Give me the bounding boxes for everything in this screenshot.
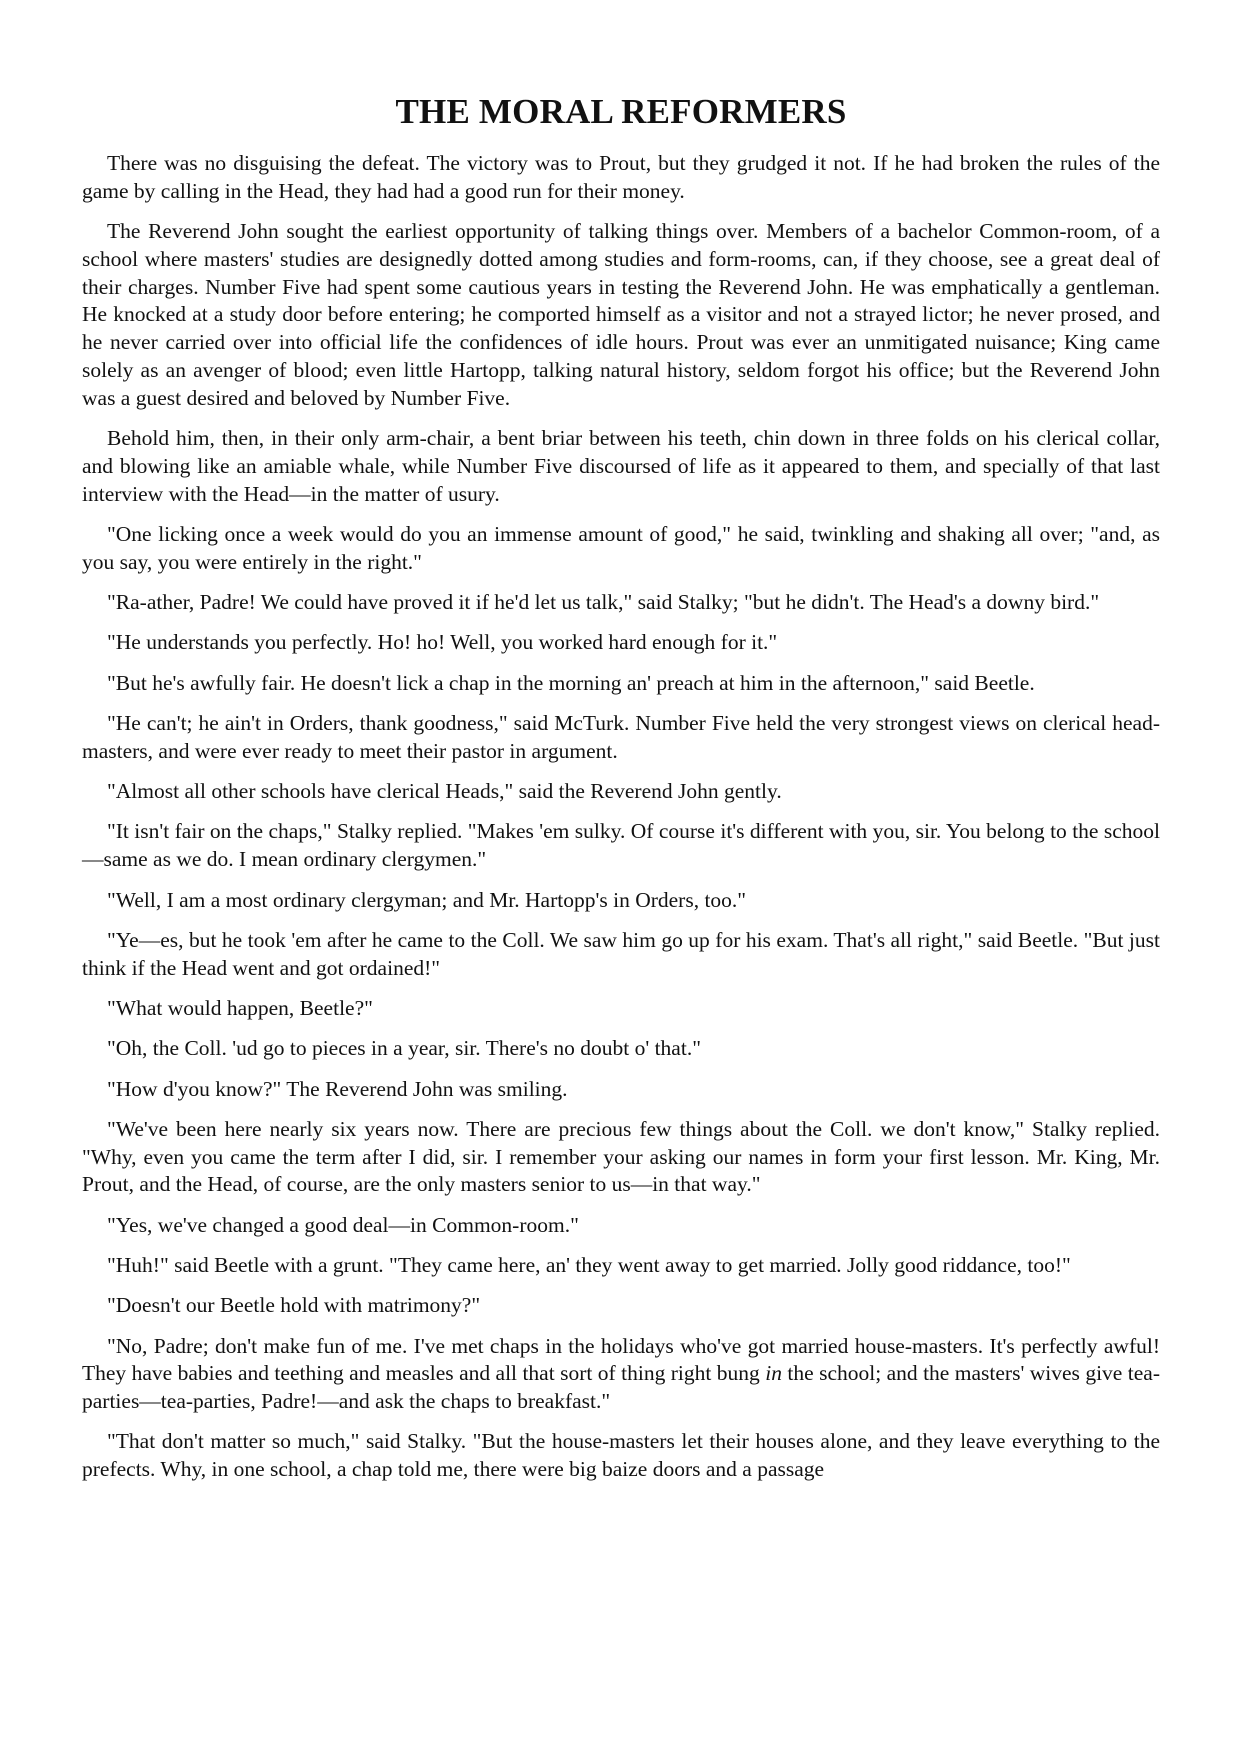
paragraph-12: "Ye—es, but he took 'em after he came to the Coll. We saw him go up for his exam. That's all right," said Beetle. "But just think if the Head went and got ordained!" (82, 927, 1160, 980)
paragraph-14: "Oh, the Coll. 'ud go to pieces in a year, sir. There's no doubt o' that." (107, 1036, 701, 1061)
paragraph-11: "Well, I am a most ordinary clergyman; and Mr. Hartopp's in Orders, too." (107, 887, 747, 912)
paragraph-8: "He can't; he ain't in Orders, thank goodness," said McTurk. Number Five held the very strongest views on clerical head-masters, and were ever ready to meet their pastor in argument. (82, 711, 1160, 763)
paragraph-1: There was no disguising the defeat. The victory was to Prout, but they grudged it not. If he had broken the rules of the game by calling in the Head, they had had a good run for their money. (82, 151, 1160, 203)
paragraph-20 (82, 1333, 1160, 1416)
paragraph-19: "Doesn't our Beetle hold with matrimony?" (107, 1293, 481, 1318)
paragraph-9: "Almost all other schools have clerical Heads," said the Reverend John gently. (107, 779, 782, 804)
paragraph-20-emphasis: in (765, 1361, 782, 1386)
paragraph-13: "What would happen, Beetle?" (107, 995, 373, 1020)
paragraph-5: "Ra-ather, Padre! We could have proved it if he'd let us talk," said Stalky; "but he didn't. The Head's a downy bird." (107, 590, 1100, 615)
paragraph-17: "Yes, we've changed a good deal—in Common-room." (107, 1212, 579, 1237)
paragraph-15: "How d'you know?" The Reverend John was smiling. (107, 1076, 568, 1101)
chapter-title: THE MORAL REFORMERS (395, 92, 847, 131)
paragraph-4: "One licking once a week would do you an immense amount of good," he said, twinkling and shaking all over; "and, as you say, you were entirely in the right." (82, 522, 1160, 574)
paragraph-3: Behold him, then, in their only arm-chair, a bent briar between his teeth, chin down in three folds on his clerical collar, and blowing like an amiable whale, while Number Five discoursed of life as it appeared to them, and specially of that last interview with the Head—in the matter of usury. (82, 426, 1160, 506)
paragraph-21: "That don't matter so much," said Stalky. "But the house-masters let their houses alone, and they leave everything to the prefects. Why, in one school, a chap told me, there were big baize doors and a passage (82, 1429, 1160, 1482)
paragraph-7: "But he's awfully fair. He doesn't lick a chap in the morning an' preach at him in the afternoon," said Beetle. (107, 670, 1035, 695)
book-page (82, 88, 1160, 1497)
paragraph-18: "Huh!" said Beetle with a grunt. "They came here, an' they went away to get married. Jolly good riddance, too!" (107, 1253, 1071, 1277)
paragraph-6: "He understands you perfectly. Ho! ho! Well, you worked hard enough for it." (107, 630, 778, 655)
paragraph-20-before: "No, Padre; don't make fun of me. I've met chaps in the holidays who've got married house-masters. It's perfectly awful! They have babies and teething and measles and all that sort of thing right bung (82, 1333, 1160, 1386)
paragraph-20-after: the school; and the masters' wives give tea-parties—tea-parties, Padre!—and ask the chaps to breakfast." (82, 1361, 1160, 1414)
paragraph-16: "We've been here nearly six years now. There are precious few things about the Coll. we don't know," Stalky replied. "Why, even you came the term after I did, sir. I remember your asking our names in form your first lesson. Mr. King, Mr. Prout, and the Head, of course, are the only masters senior to us—in that way." (82, 1116, 1160, 1197)
paragraph-10: "It isn't fair on the chaps," Stalky replied. "Makes 'em sulky. Of course it's different with you, sir. You belong to the school—same as we do. I mean ordinary clergymen." (82, 819, 1160, 872)
paragraph-2: The Reverend John sought the earliest opportunity of talking things over. Members of a bachelor Common-room, of a school where masters' studies are designedly dotted among studies and form-rooms, can, if they choose, see a great deal of their charges. Number Five had spent some cautious years in testing the Reverend John. He was emphatically a gentleman. He knocked at a study door before entering; he comported himself as a visitor and not a strayed lictor; he never prosed, and he never carried over into official life the confidences of idle hours. Prout was ever an unmitigated nuisance; King came solely as an avenger of blood; even little Hartopp, talking natural history, seldom forgot his office; but the Reverend John was a guest desired and beloved by Number Five. (82, 219, 1160, 410)
